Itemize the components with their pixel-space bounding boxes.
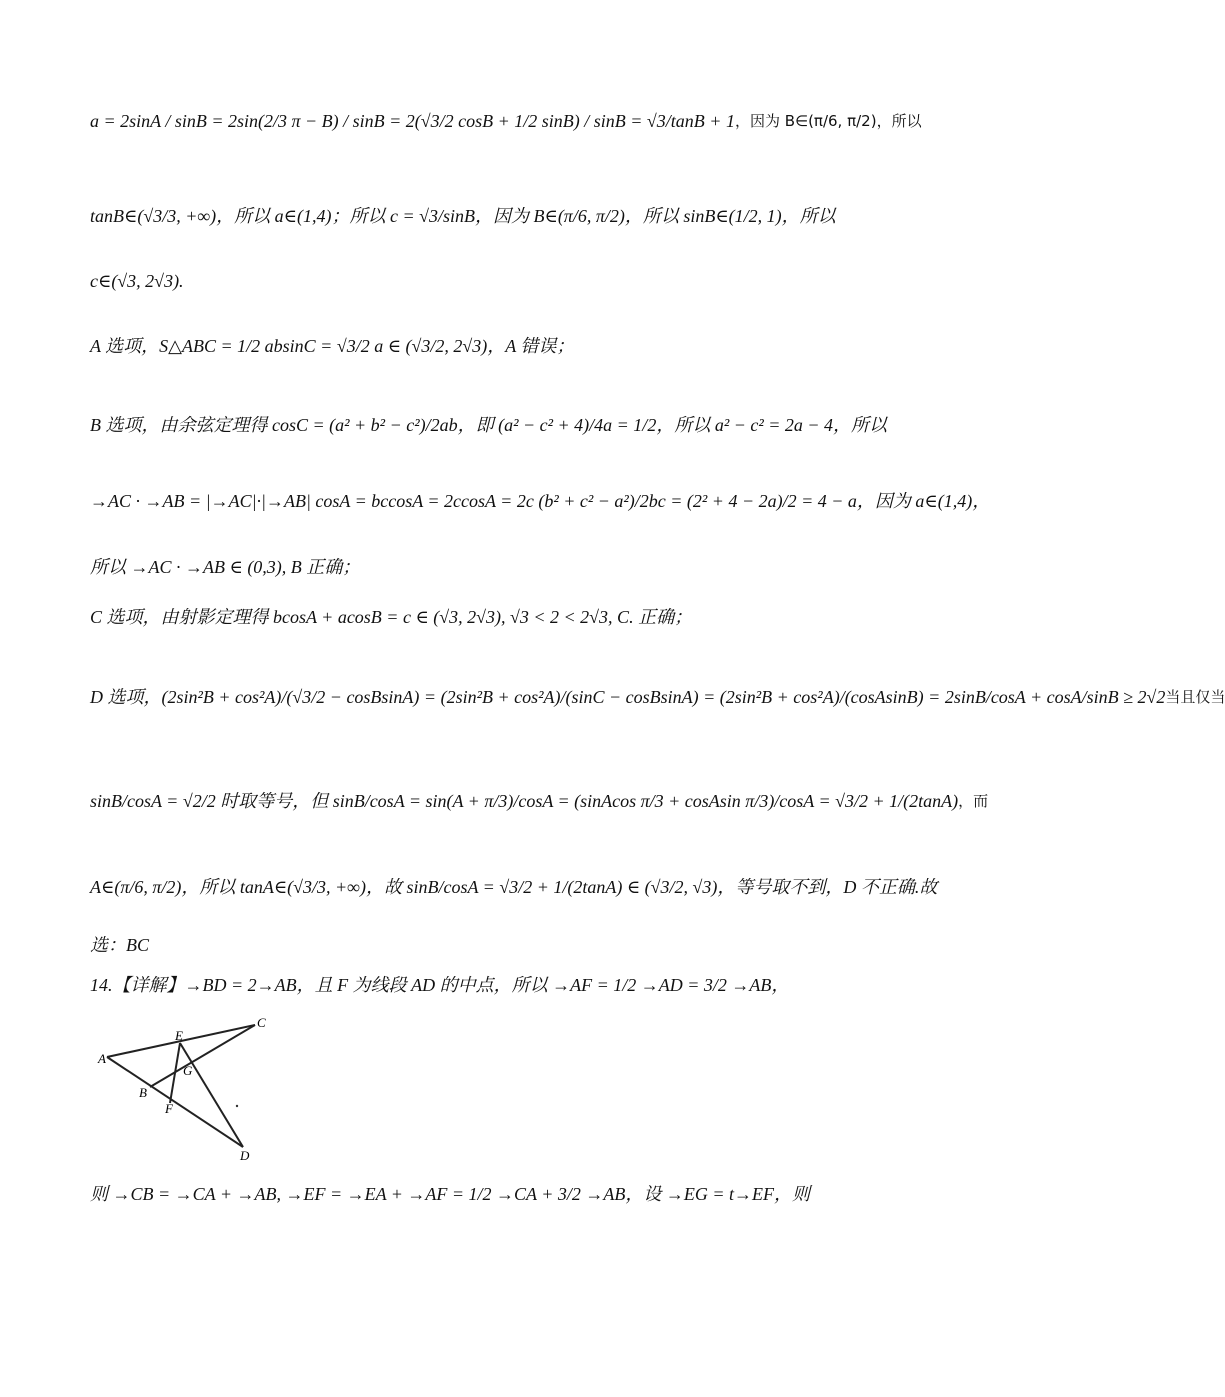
answer: 选：BC [90,935,150,955]
eq-option-a: A 选项，S△ABC = 1/2 absinC = √3/2 a ∈ (√3/2, 2√3)，A 错误； [90,336,575,356]
eq-tanb: tanB∈(√3/3, +∞)，所以 a∈(1,4)；所以 c = √3/sinB，因为 B∈(π/6, π/2)，所以 sinB∈(1/2, 1)，所以 [90,206,836,226]
point-label-b: B [139,1085,147,1100]
line-3 [90,270,918,293]
eq-option-d: D 选项，(2sin²B + cos²A)/(√3/2 − cosBsinA) = (2sin²B + cos²A)/(sinC − cosBsinA) = (2sin²B + cos²A)/(cosAsinB) = 2sinB/cosA + cosA/sinB ≥ 2√2 [90,687,1166,707]
line-11 [90,876,938,899]
eq-b-correct: 所以 →AC · →AB ∈ (0,3), B 正确； [90,557,361,577]
line-5 [90,414,918,437]
note-1: ，因为 B∈(π/6, π/2)，所以 [734,111,922,130]
line-2 [90,205,918,228]
point-label-f: F [165,1101,173,1116]
line-7 [90,556,918,579]
line-6 [90,490,991,513]
line-9 [90,686,1225,709]
eq-vector-dot: →AC · →AB = |→AC|·|→AB| cosA = bccosA = 2ccosA = 2c (b² + c² − a²)/2bc = (2² + 4 − 2a)/2 = 4 − a，因为 a∈(1,4)， [90,491,991,511]
line-14 [90,1183,918,1206]
line-12 [90,934,918,957]
eq-final: 则 →CB = →CA + →AB, →EF = →EA + →AF = 1/2 →CA + 3/2 →AB，设 →EG = t→EF，则 [90,1184,810,1204]
line-1 [90,110,922,133]
eq-equality: sinB/cosA = √2/2 时取等号，但 sinB/cosA = sin(A + π/3)/cosA = (sinAcos π/3 + cosAsin π/3)/cosA = √3/2 + 1/(2tanA) [90,791,959,811]
note-d: 当且仅当 [1165,687,1225,706]
eq-tana: A∈(π/6, π/2)，所以 tanA∈(√3/3, +∞)，故 sinB/cosA = √3/2 + 1/(2tanA) ∈ (√3/2, √3)，等号取不到，D 不正确.故 [90,877,938,897]
eq-option-c: C 选项，由射影定理得 bcosA + acosB = c ∈ (√3, 2√3), √3 < 2 < 2√3, C. 正确； [90,607,693,627]
line-10 [90,790,989,813]
line-4 [90,335,918,358]
point-label-g: G [183,1063,193,1078]
point-label-e: E [175,1028,183,1043]
point-label-a: A [98,1051,106,1066]
eq-option-b: B 选项，由余弦定理得 cosC = (a² + b² − c²)/2ab，即 (a² − c² + 4)/4a = 1/2，所以 a² − c² = 2a − 4，所以 [90,415,888,435]
eq-c-range: c∈(√3, 2√3). [90,271,184,291]
line-13 [90,974,918,997]
line-8 [90,606,918,629]
geometry-figure [95,1015,295,1165]
point-label-c: C [257,1015,266,1030]
note-e: ，而 [958,791,989,810]
eq-a: a = 2sinA / sinB = 2sin(2/3 π − B) / sinB = 2(√3/2 cosB + 1/2 sinB) / sinB = √3/tanB + 1 [90,111,735,131]
problem-14: 14.【详解】→BD = 2→AB，且 F 为线段 AD 的中点，所以 →AF = 1/2 →AD = 3/2 →AB， [90,975,790,995]
point-label-d: D [240,1148,250,1163]
